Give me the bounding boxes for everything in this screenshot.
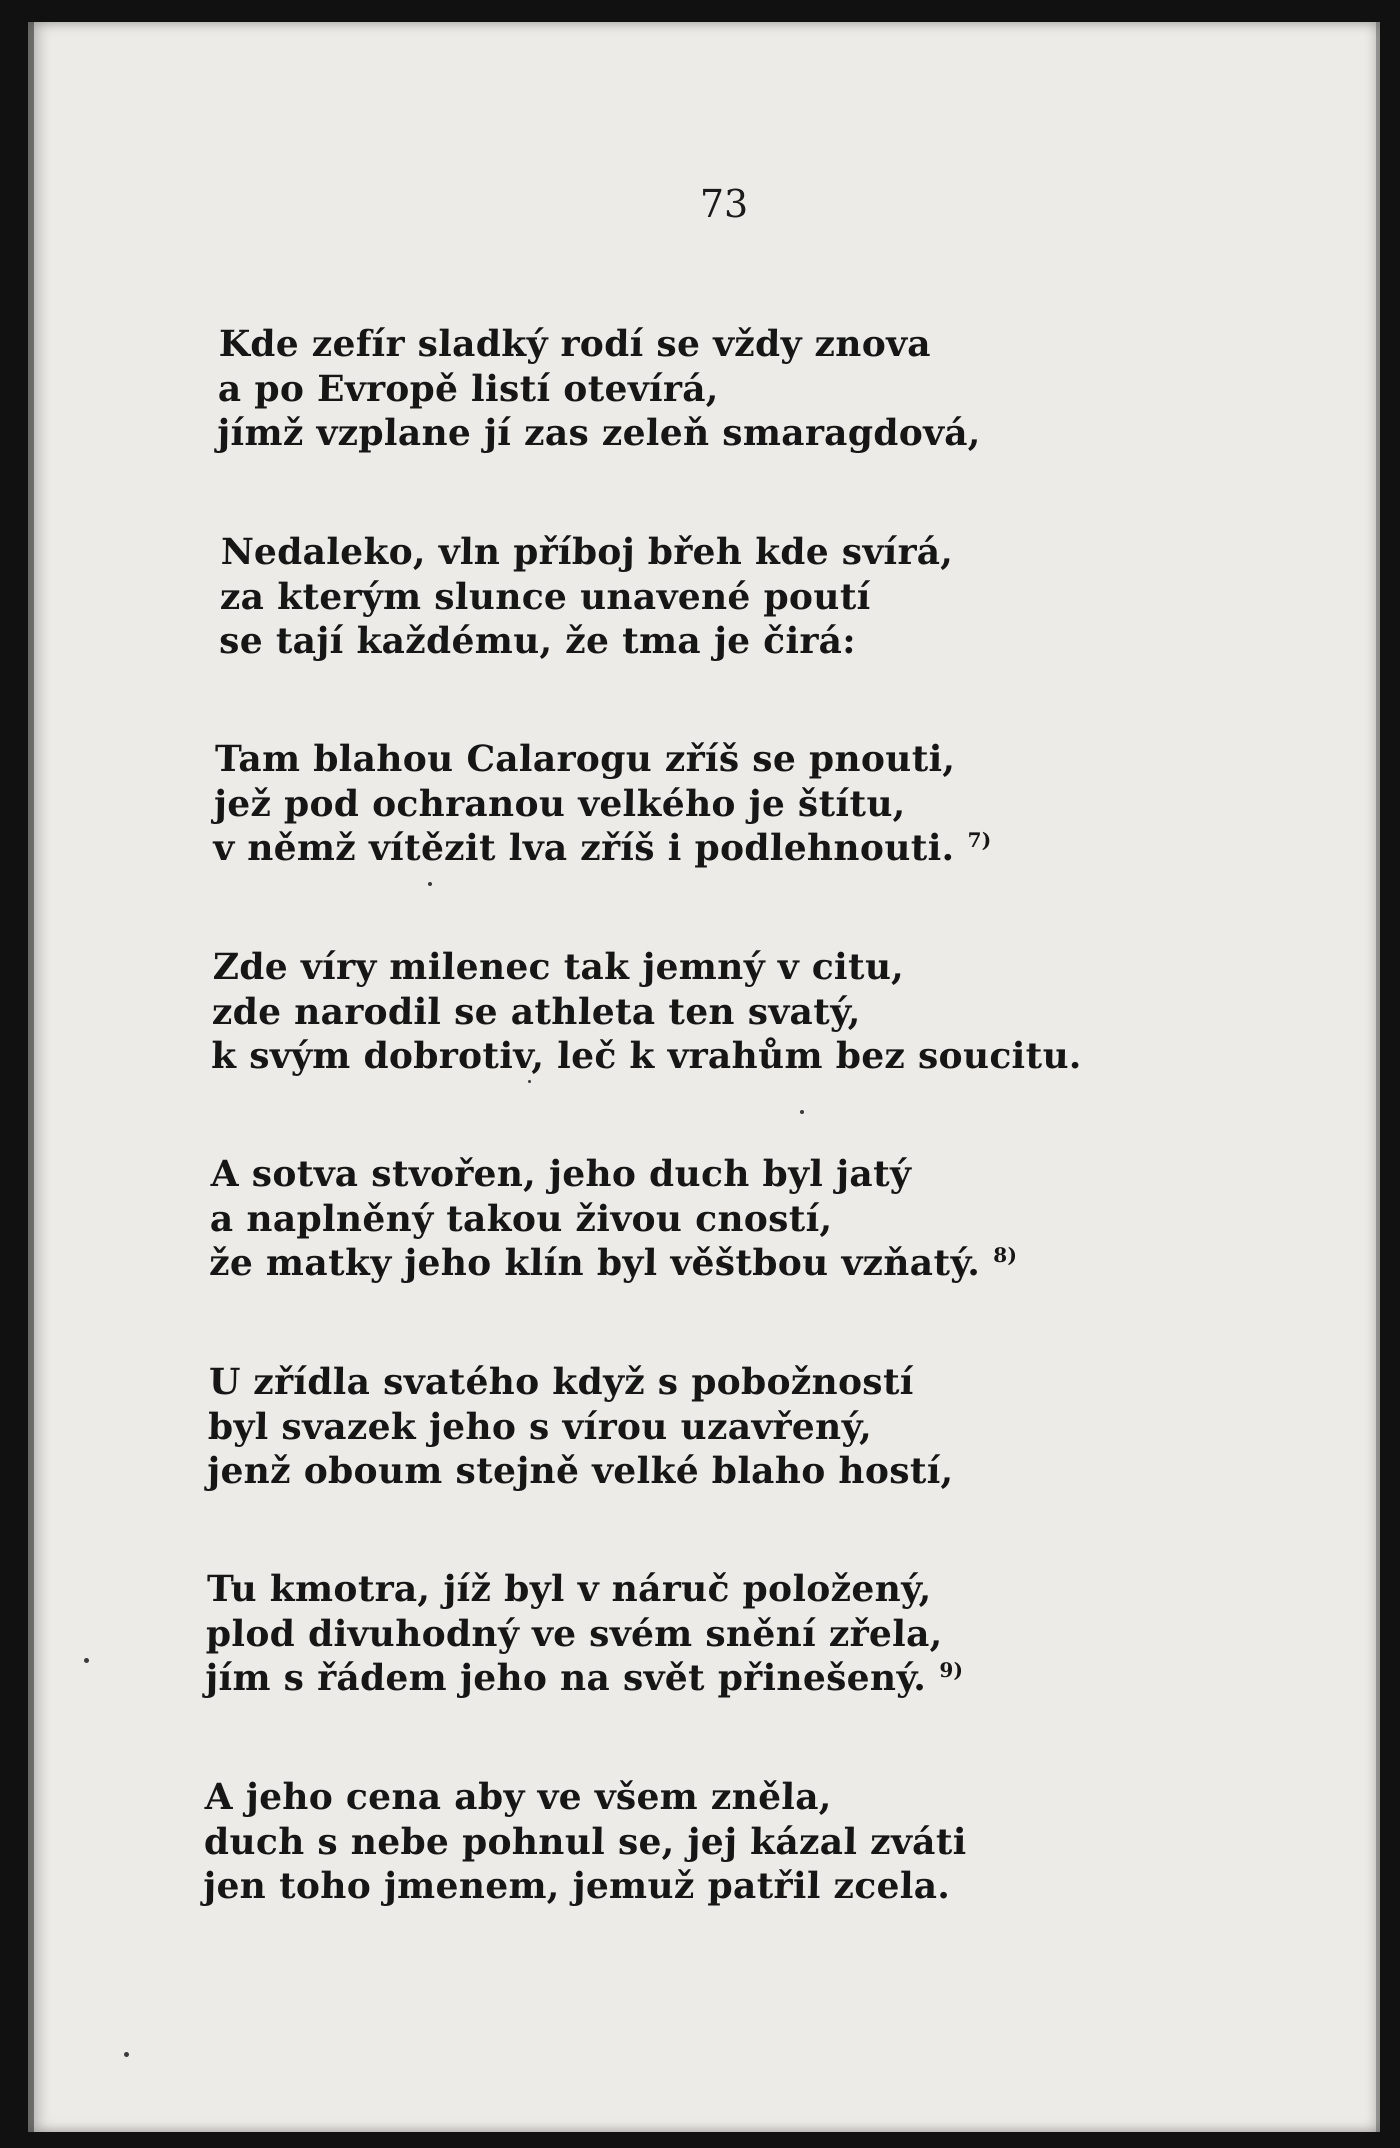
verse-line <box>217 411 1218 456</box>
verse-line <box>218 322 1219 367</box>
verse-line <box>214 737 1219 782</box>
verse-line-text: jež pod ochranou velkého je štítu, <box>213 782 907 825</box>
verse-line <box>204 1819 1219 1864</box>
print-speck <box>800 1110 804 1114</box>
verse-line <box>212 945 1219 990</box>
verse-line <box>206 1612 1219 1657</box>
verse-line <box>204 1775 1219 1820</box>
verse-line-text: jím s řádem jeho na svět přinešený. <box>204 1657 927 1699</box>
verse-line-text: jenž oboum stejně velké blaho hostí, <box>206 1449 954 1492</box>
stanza <box>209 1152 1219 1286</box>
verse-line <box>214 782 1219 827</box>
verse-line <box>220 574 1219 619</box>
verse-line-text: Nedaleko, vln příboj břeh kde svírá, <box>220 530 954 573</box>
footnote-marker: 9) <box>939 1658 964 1682</box>
verse-line <box>213 826 1218 871</box>
verse-line-text: A sotva stvořen, jeho duch byl jatý <box>210 1153 912 1195</box>
verse-line-text: A jeho cena aby ve všem zněla, <box>204 1775 833 1818</box>
verse-line-text: a po Evropě listí otevírá, <box>217 367 720 410</box>
stanza <box>205 1567 1219 1701</box>
verse-line-text: Tam blahou Calarogu zříš se pnouti, <box>214 738 956 780</box>
verse-line-text: byl svazek jeho s vírou uzavřený, <box>207 1405 873 1447</box>
print-speck <box>84 1658 89 1663</box>
verse-line <box>208 1404 1219 1449</box>
verse-line-text: jen toho jmenem, jemuž patřil zcela. <box>202 1864 951 1907</box>
verse-line-text: jímž vzplane jí zas zeleň smaragdová, <box>216 412 982 454</box>
poem-text <box>202 322 1218 1982</box>
verse-line <box>210 1197 1219 1242</box>
verse-line-text: Kde zefír sladký rodí se vždy znova <box>218 323 932 365</box>
stanza <box>217 322 1219 456</box>
left-page-edge <box>28 22 34 2132</box>
verse-line <box>212 989 1219 1034</box>
verse-line <box>205 1656 1218 1701</box>
verse-line-text: plod divuhodný ve svém snění zřela, <box>205 1612 944 1655</box>
verse-line-text: U zřídla svatého když s pobožností <box>208 1360 915 1403</box>
verse-line-text: Tu kmotra, jíž byl v náruč položený, <box>206 1568 933 1610</box>
verse-line-text: a naplněný takou živou cností, <box>209 1197 833 1240</box>
verse-line-text: Zde víry milenec tak jemný v citu, <box>212 945 905 988</box>
verse-line <box>209 1241 1218 1286</box>
book-page <box>28 22 1380 2132</box>
verse-line-text: se tají každému, že tma je čirá: <box>218 619 857 662</box>
verse-line <box>220 530 1219 575</box>
verse-line <box>211 1034 1218 1079</box>
verse-line <box>207 1449 1218 1494</box>
verse-line-text: k svým dobrotiv, leč k vrahům bez soucitu. <box>210 1034 1083 1077</box>
verse-line-text: za kterým slunce unavené poutí <box>219 575 872 617</box>
verse-line <box>218 367 1219 412</box>
stanza <box>211 945 1219 1079</box>
verse-line <box>206 1567 1219 1612</box>
right-page-edge <box>1376 22 1380 2132</box>
verse-line <box>203 1864 1218 1909</box>
verse-line-text: v němž vítězit lva zříš i podlehnouti. <box>212 827 955 869</box>
stanza <box>213 737 1219 871</box>
footnote-marker: 7) <box>967 828 992 852</box>
print-speck <box>124 2052 129 2057</box>
verse-line <box>219 619 1218 664</box>
verse-line-text: duch s nebe pohnul se, jej kázal zváti <box>203 1820 968 1862</box>
print-speck <box>428 882 432 886</box>
print-speck <box>528 1080 531 1083</box>
verse-line <box>210 1152 1219 1197</box>
stanza <box>207 1360 1219 1494</box>
footnote-marker: 8) <box>993 1243 1018 1267</box>
stanza <box>203 1775 1219 1909</box>
verse-line-text: že matky jeho klín byl věštbou vzňatý. <box>208 1242 981 1284</box>
stanza <box>217 530 1219 664</box>
verse-line <box>208 1360 1219 1405</box>
page-number: 73 <box>699 182 749 226</box>
verse-line-text: zde narodil se athleta ten svatý, <box>211 990 862 1032</box>
